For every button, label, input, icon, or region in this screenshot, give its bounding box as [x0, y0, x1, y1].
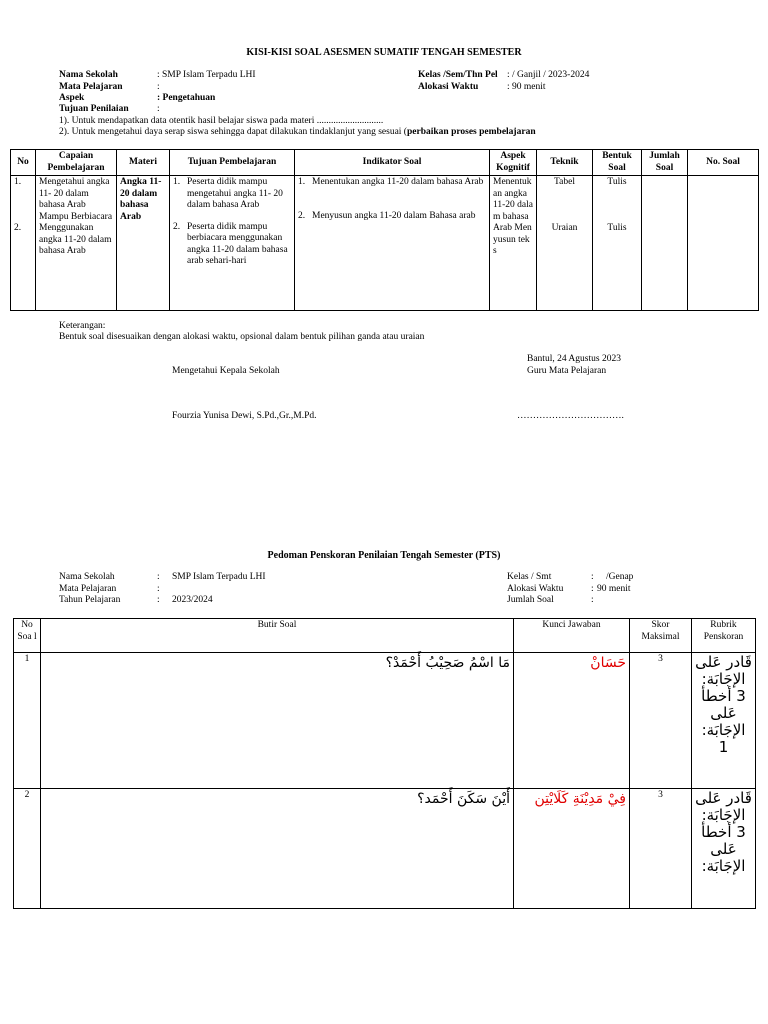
row-1-soal: مَا اسْمُ صَحِيْبُ أَحْمَدْ؟ — [41, 653, 514, 789]
teknik-1: Tabel — [554, 177, 575, 187]
t2-header-skor: Skor Maksimal — [630, 619, 692, 653]
cell-capaian — [36, 176, 117, 311]
doc1-title: KISI-KISI SOAL ASESMEN SUMATIF TENGAH SEMESTER — [246, 47, 522, 58]
keterangan-label: Keterangan: — [59, 321, 106, 331]
keterangan-text: Bentuk soal disesuaikan dengan alokasi waktu, opsional dalam bentuk pilihan ganda atau uraian — [59, 332, 425, 342]
doc2-colon-3: : — [157, 595, 160, 605]
header-teknik: Teknik — [537, 150, 593, 176]
tujuan-value: : — [157, 104, 160, 114]
kelas-value: : / Ganjil / 2023-2024 — [507, 70, 590, 80]
row-2-rubrik: قَادر عَلى الإجَابَة: 3 أخطأ عَلى الإجَابَة: — [692, 789, 756, 909]
doc2-alokasi-value: 90 menit — [597, 584, 631, 594]
mapel-value: : — [157, 82, 160, 92]
row-1-kunci: حَسَانْ — [514, 653, 630, 789]
kepala-name: Fourzia Yunisa Dewi, S.Pd.,Gr.,M.Pd. — [172, 411, 317, 421]
aspek-label: Aspek — [59, 93, 85, 103]
cell-nosoal — [688, 176, 759, 311]
row-2-kunci: فِيْ مَدِيْنَةِ كَلَايْتِن — [514, 789, 630, 909]
kepala-label: Mengetahui Kepala Sekolah — [172, 366, 280, 376]
cell-no — [11, 176, 36, 311]
row-2-skor: 3 — [630, 789, 692, 909]
header-aspek: Aspek Kognitif — [490, 150, 537, 176]
doc2-alokasi-label: Alokasi Waktu — [507, 584, 564, 594]
capaian-2: Mampu Berbiacara Menggunakan angka 11-20 dalam bahasa Arab — [39, 211, 113, 256]
alokasi-value: : 90 menit — [507, 82, 546, 92]
t2-header-butir: Butir Soal — [41, 619, 514, 653]
cell-teknik — [537, 176, 593, 311]
tujuan-item-1: 1). Untuk mendapatkan data otentik hasil belajar siswa pada materi ............................ — [59, 116, 384, 126]
pedoman-penskoran-table — [13, 618, 756, 909]
nama-sekolah-value: : SMP Islam Terpadu LHI — [157, 70, 256, 80]
tujuan-item-2 — [59, 127, 536, 137]
cell-bentuk — [593, 176, 642, 311]
place-date: Bantul, 24 Agustus 2023 — [527, 354, 621, 364]
kelas-label: Kelas /Sem/Thn Pel — [418, 70, 498, 80]
row-1-skor: 3 — [630, 653, 692, 789]
cell-indikator — [295, 176, 490, 311]
tujuan-pembelajaran-2: Peserta didik mampu berbiacara menggunakan angka 11-20 dalam bahasa arab sehari-hari — [187, 221, 288, 266]
row-no-1: 1. — [14, 177, 22, 187]
cell-aspek: Menentukan angka 11-20 dalam bahasa Arab Menyusun teks — [490, 176, 537, 311]
t2-header-no: No Soa l — [14, 619, 41, 653]
doc2-kelas-label: Kelas / Smt — [507, 572, 552, 582]
doc2-nama-sekolah-label: Nama Sekolah — [59, 572, 115, 582]
header-nosoal: No. Soal — [688, 150, 759, 176]
capaian-1: Mengetahui angka 11- 20 dalam bahasa Arab — [39, 177, 110, 210]
tujuan-num-2: 2. — [173, 221, 181, 232]
bentuk-1: Tulis — [607, 177, 627, 187]
mapel-label: Mata Pelajaran — [59, 82, 123, 92]
tujuan-pembelajaran-1: Peserta didik mampu mengetahui angka 11- 20 dalam bahasa Arab — [187, 177, 283, 210]
doc2-colon-1: : — [157, 572, 160, 582]
doc2-nama-sekolah-value: SMP Islam Terpadu LHI — [172, 572, 266, 582]
teknik-2: Uraian — [551, 222, 578, 233]
doc2-mapel-label: Mata Pelajaran — [59, 584, 117, 594]
bentuk-2: Tulis — [607, 222, 627, 233]
row-1-no: 1 — [14, 653, 41, 789]
row-1-rubrik: قَادر عَلى الإجَابَة: 3 أخطأ عَلى الإجَابَة: 1 — [692, 653, 756, 789]
header-tujuan: Tujuan Pembelajaran — [170, 150, 295, 176]
row-2-no: 2 — [14, 789, 41, 909]
tujuan-item-2-bold: perbaikan proses pembelajaran — [406, 127, 536, 137]
header-materi: Materi — [117, 150, 170, 176]
doc2-tahun-value: 2023/2024 — [172, 595, 213, 605]
doc2-title: Pedoman Penskoran Penilaian Tengah Semester (PTS) — [267, 550, 501, 561]
doc2-colon-6: : — [591, 595, 594, 605]
doc2-jumlah-label: Jumlah Soal — [507, 595, 554, 605]
indikator-num-1: 1. — [298, 177, 306, 187]
header-bentuk: Bentuk Soal — [593, 150, 642, 176]
alokasi-label: Alokasi Waktu — [418, 82, 479, 92]
header-jumlah: Jumlah Soal — [642, 150, 688, 176]
indikator-num-2: 2. — [298, 210, 306, 221]
indikator-1: Menentukan angka 11-20 dalam bahasa Arab — [312, 177, 484, 187]
guru-label: Guru Mata Pelajaran — [527, 366, 607, 376]
t2-header-kunci: Kunci Jawaban — [514, 619, 630, 653]
tujuan-label: Tujuan Penilaian — [59, 104, 129, 114]
cell-materi: Angka 11-20 dalam bahasa Arab — [117, 176, 170, 311]
row-no-2: 2. — [14, 222, 22, 233]
table-row — [14, 653, 756, 789]
aspek-value: : Pengetahuan — [157, 93, 216, 103]
cell-tujuan — [170, 176, 295, 311]
row-2-soal: أَيْنَ سَكَنَ أَحْمَد؟ — [41, 789, 514, 909]
kisi-kisi-table — [10, 149, 759, 311]
header-no: No — [11, 150, 36, 176]
doc2-colon-5: : — [591, 584, 594, 594]
t2-header-rubrik: Rubrik Penskoran — [692, 619, 756, 653]
guru-signature-line: ……………………………. — [517, 411, 624, 421]
tujuan-item-2-text: 2). Untuk mengetahui daya serap siswa sehingga dapat dilakukan tindaklanjut yang sesuai ( — [59, 127, 407, 137]
header-indikator: Indikator Soal — [295, 150, 490, 176]
table-row — [14, 789, 756, 909]
doc2-colon-4: : — [591, 572, 594, 582]
doc2-tahun-label: Tahun Pelajaran — [59, 595, 121, 605]
indikator-2: Menyusun angka 11-20 dalam Bahasa arab — [312, 210, 476, 221]
cell-jumlah — [642, 176, 688, 311]
doc2-colon-2: : — [157, 584, 160, 594]
nama-sekolah-label: Nama Sekolah — [59, 70, 118, 80]
header-capaian: Capaian Pembelajaran — [36, 150, 117, 176]
tujuan-num-1: 1. — [173, 177, 181, 187]
doc2-kelas-value: /Genap — [606, 572, 634, 582]
